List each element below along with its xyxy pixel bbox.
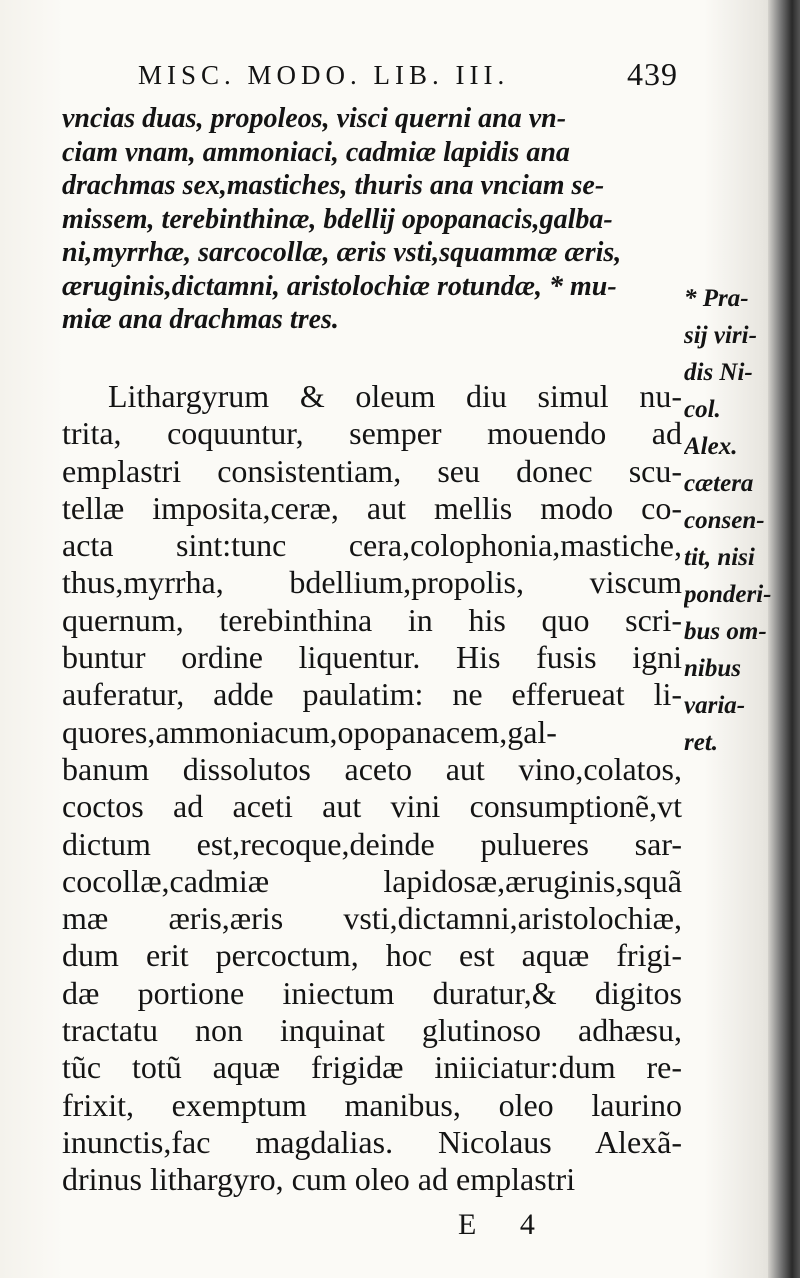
- note-line: bus om-: [684, 618, 767, 645]
- text-line: buntur ordine liquentur. His fusis igni: [62, 639, 682, 676]
- text-line: acta sint:tunc cera,colophonia,mastiche,: [62, 527, 682, 564]
- text-line: auferatur, adde paulatim: ne efferueat li-: [62, 676, 682, 713]
- text-line: tractatu non inquinat glutinoso adhæsu,: [62, 1012, 682, 1049]
- text-line: missem, terebinthinæ, bdellij opopanacis,galba-: [62, 203, 613, 235]
- note-line: nibus: [684, 655, 741, 682]
- text-line: cocollæ,cadmiæ lapidosæ,æruginis,squã: [62, 862, 682, 899]
- text-line: quernum, terebinthina in his quo scri-: [62, 601, 682, 638]
- text-line: ciam vnam, ammoniaci, cadmiæ lapidis ana: [62, 136, 570, 168]
- note-line: ponderi-: [684, 581, 772, 608]
- text-line: thus,myrrha, bdellium,propolis, viscum: [62, 564, 682, 601]
- note-line: cætera: [684, 470, 754, 497]
- italic-recipe-block: [62, 102, 686, 337]
- text-line: drinus lithargyro, cum oleo ad emplastri: [62, 1161, 576, 1198]
- text-line: æruginis,dictamni, aristolochiæ rotundæ, * mu-: [62, 270, 617, 302]
- running-title: MISC. MODO. LIB. III.: [138, 60, 510, 90]
- note-line: sij viri-: [684, 322, 757, 349]
- text-line: quores,ammoniacum,opopanacem,gal-: [62, 713, 557, 750]
- note-line: Alex.: [684, 433, 738, 460]
- body-paragraph: [62, 378, 682, 1199]
- text-line: frixit, exemptum manibus, oleo laurino: [62, 1086, 682, 1123]
- marginal-note: [684, 280, 774, 761]
- text-line: dictum est,recoque,deinde pulueres sar-: [62, 825, 682, 862]
- text-line: trita, coquuntur, semper mouendo ad: [62, 415, 682, 452]
- text-line: dum erit percoctum, hoc est aquæ frigi-: [62, 937, 682, 974]
- note-line: consen-: [684, 507, 765, 534]
- note-line: varia-: [684, 692, 746, 719]
- text-line: inunctis,fac magdalias. Nicolaus Alexã-: [62, 1123, 682, 1160]
- text-line: ni,myrrhæ, sarcocollæ, æris vsti,squammæ æris,: [62, 237, 622, 268]
- text-line: banum dissolutos aceto aut vino,colatos,: [62, 750, 682, 787]
- signature-mark: E 4: [458, 1208, 553, 1241]
- text-line: vncias duas, propoleos, visci querni ana vn-: [62, 103, 567, 134]
- note-line: tit, nisi: [684, 544, 755, 571]
- page-number: 439: [627, 56, 678, 92]
- text-line: mæ æris,æris vsti,dictamni,aristolochiæ,: [62, 900, 682, 937]
- text-line: tellæ imposita,ceræ, aut mellis modo co-: [62, 489, 682, 526]
- running-header: [138, 56, 678, 96]
- note-line: dis Ni-: [684, 359, 753, 386]
- text-line: dæ portione iniectum duratur,& digitos: [62, 974, 682, 1011]
- text-line: Lithargyrum & oleum diu simul nu-: [108, 378, 682, 414]
- text-line: miæ ana drachmas tres.: [62, 304, 339, 335]
- note-line: ret.: [684, 729, 719, 756]
- text-line: coctos ad aceti aut vini consumptionẽ,vt: [62, 788, 682, 825]
- note-line: * Pra-: [684, 285, 749, 312]
- text-line: drachmas sex,mastiches, thuris ana vnciam se-: [62, 170, 605, 201]
- text-line: tũc totũ aquæ frigidæ iniiciatur:dum re-: [62, 1049, 682, 1086]
- text-line: emplastri consistentiam, seu donec scu-: [62, 452, 682, 489]
- note-line: col.: [684, 396, 721, 423]
